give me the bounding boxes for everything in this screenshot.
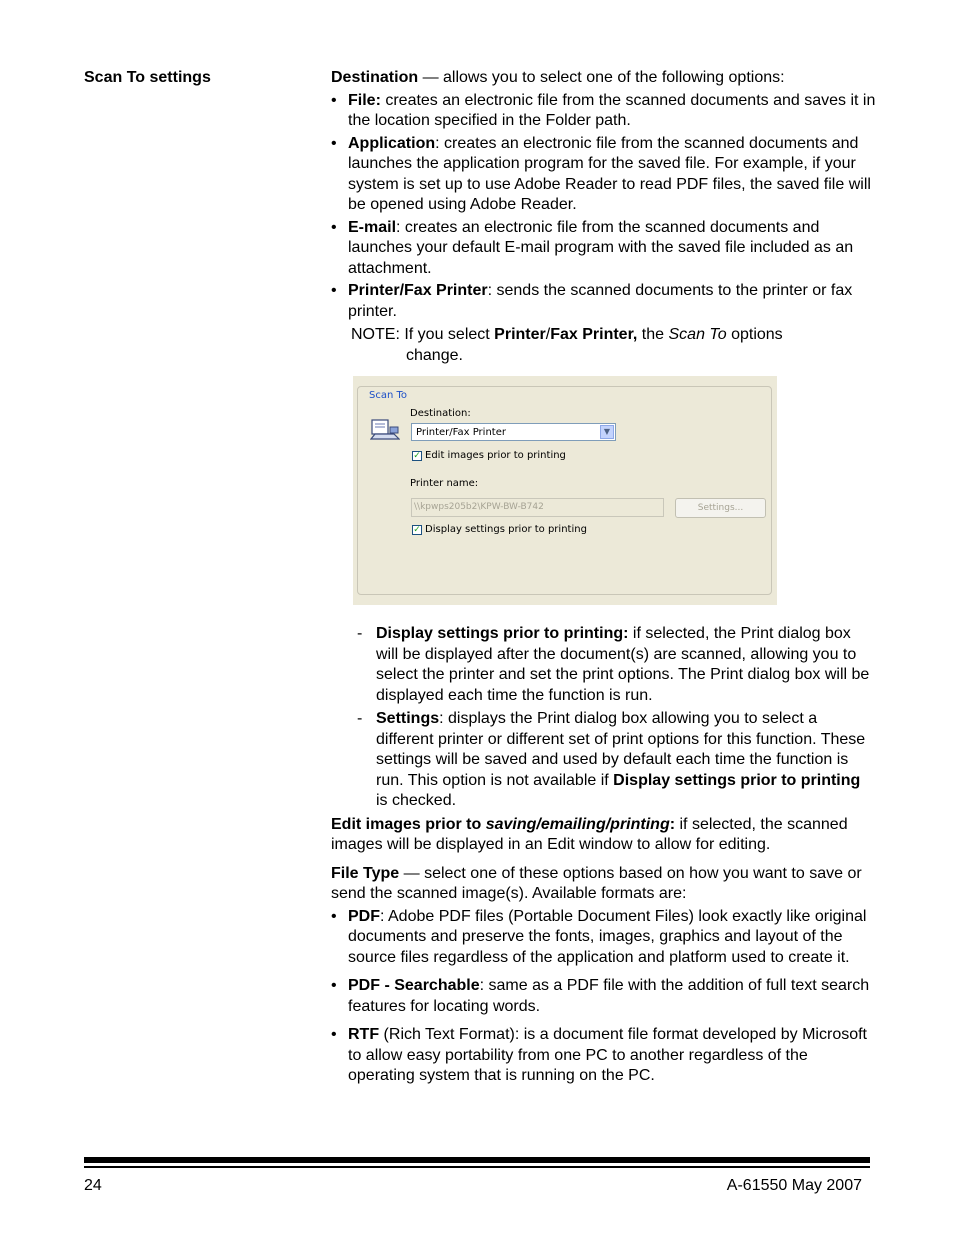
destination-intro: Destination — allows you to select one of the following options: — [331, 69, 785, 86]
list-item: - Display settings prior to printing: if selected, the Print dialog box will be displayed after the document(s) are scanned, allowing you to select the printer and set the print options. The Print dialog box will be displayed each time the function is run. — [357, 625, 870, 704]
display-settings-label: Display settings prior to printing — [425, 524, 587, 535]
destination-value: Printer/Fax Printer — [416, 427, 506, 438]
destination-label: Destination: — [410, 408, 471, 419]
scan-to-dialog-screenshot — [353, 376, 777, 605]
edit-images-paragraph: Edit images prior to saving/emailing/printing: if selected, the scanned images will be displayed in an Edit window to allow for editing. — [331, 815, 848, 853]
printer-name-label: Printer name: — [410, 478, 479, 489]
list-item: • PDF - Searchable: same as a PDF file with the addition of full text search features for locating words. — [331, 977, 870, 1015]
group-label: Scan To — [369, 390, 408, 401]
list-item: • File: creates an electronic file from the scanned documents and saves it in the location specified in the Folder path. — [331, 91, 876, 129]
chevron-down-icon[interactable]: ▼ — [600, 425, 614, 439]
document-id: A-61550 May 2007 — [726, 1177, 862, 1194]
printer-icon — [370, 418, 400, 440]
printer-name-field: \\kpwps205b2\KPW-BW-B742 — [411, 498, 664, 517]
footer-rule-thin — [84, 1166, 870, 1168]
scan-to-group — [357, 386, 772, 595]
file-type-intro: File Type — select one of these options based on how you want to save or send the scanned image(s). Available formats are: — [331, 864, 862, 902]
destination-dropdown[interactable] — [411, 423, 616, 441]
list-item: - Settings: displays the Print dialog box allowing you to select a different printer or different set of print options for this function. These settings will be saved and used by default each time the function is run. This option is not available if Display settings prior to printing is checked. — [357, 710, 866, 809]
edit-images-checkbox[interactable]: ✓ — [413, 451, 421, 461]
list-item: • Application: creates an electronic file from the scanned documents and launches the application program for the saved file. For example, if your system is set up to use Adobe Reader to read PDF files, the saved file will be opened using Adobe Reader. — [331, 134, 871, 213]
list-item: • E-mail: creates an electronic file from the scanned documents and launches your default E-mail program with the saved file included as an attachment. — [331, 218, 854, 277]
edit-images-label: Edit images prior to printing — [425, 450, 566, 461]
note: NOTE: If you select Printer/Fax Printer, the Scan To options change. — [351, 326, 783, 364]
footer-rule — [84, 1157, 870, 1163]
settings-button: Settings... — [675, 498, 766, 518]
list-item: • Printer/Fax Printer: sends the scanned documents to the printer or fax printer. — [331, 282, 853, 320]
display-settings-checkbox[interactable]: ✓ — [413, 525, 421, 535]
list-item: • PDF: Adobe PDF files (Portable Document Files) look exactly like original documents and preserve the fonts, images, graphics and layout of the source files regardless of the application and platform used to create it. — [331, 907, 867, 966]
section-heading: Scan To settings — [84, 69, 211, 86]
list-item: • RTF (Rich Text Format): is a document file format developed by Microsoft to allow easy portability from one PC to another regardless of the operating system that is running on the PC. — [331, 1026, 867, 1084]
destination-section — [331, 68, 876, 366]
printer-options-section — [331, 624, 876, 1087]
page-number: 24 — [84, 1177, 102, 1194]
